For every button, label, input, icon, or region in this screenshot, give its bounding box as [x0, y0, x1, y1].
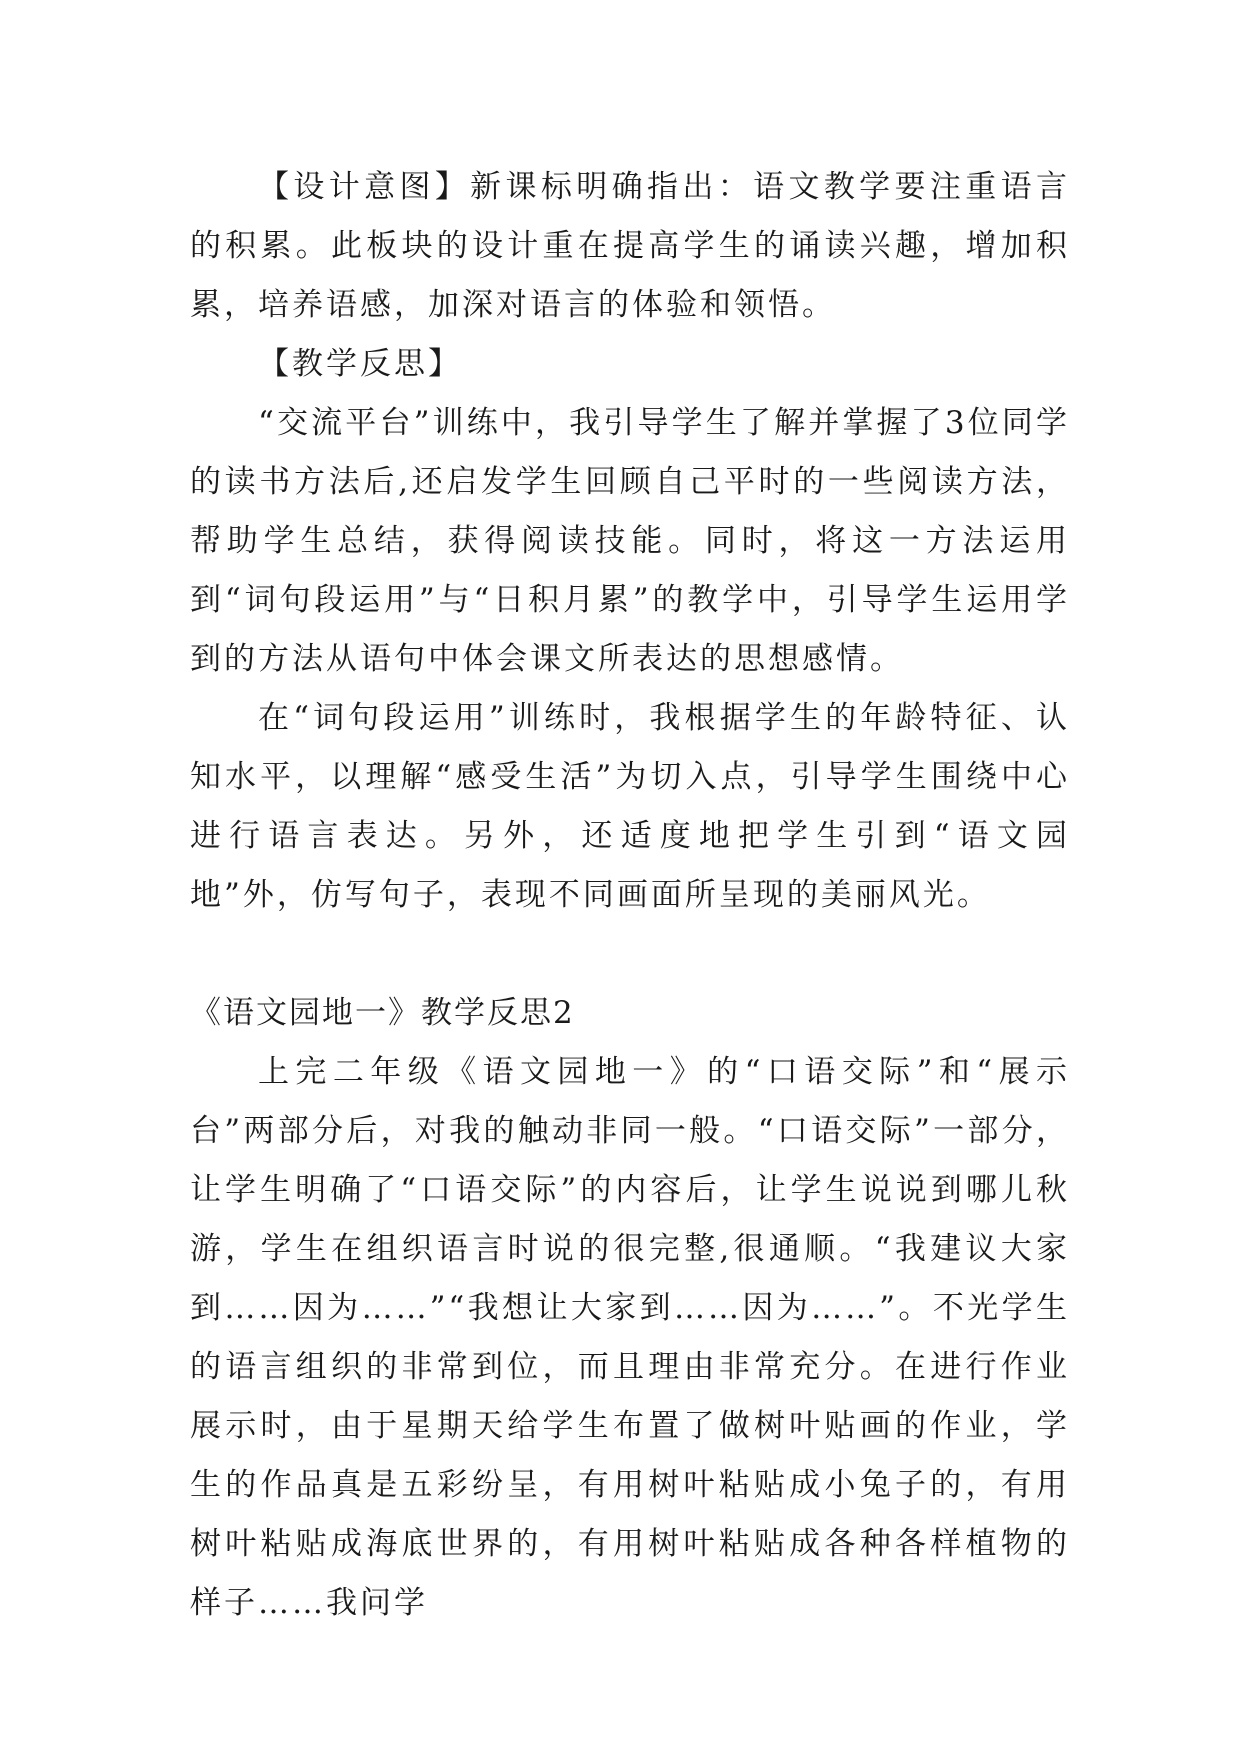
section-spacer [190, 925, 1070, 984]
sentence-practice-paragraph: 在“词句段运用”训练时，我根据学生的年龄特征、认知水平，以理解“感受生活”为切入点，引导学生围绕中心进行语言表达。另外，还适度地把学生引到“语文园地”外，仿写句子，表现不同画面所呈现的美丽风光。 [190, 700, 1070, 913]
section-title: 《语文园地一》教学反思2 [190, 995, 575, 1031]
document-page [190, 158, 1070, 1633]
design-intent-paragraph: 【设计意图】新课标明确指出：语文教学要注重语言的积累。此板块的设计重在提高学生的诵读兴趣，增加积累，培养语感，加深对语言的体验和领悟。 [190, 169, 1070, 323]
section-body-paragraph: 上完二年级《语文园地一》的“口语交际”和“展示台”两部分后，对我的触动非同一般。“口语交际”一部分，让学生明确了“口语交际”的内容后，让学生说说到哪儿秋游，学生在组织语言时说的很完整,很通顺。“我建议大家到……因为……”“我想让大家到……因为……”。不光学生的语言组织的非常到位，而且理由非常充分。在进行作业展示时，由于星期天给学生布置了做树叶贴画的作业，学生的作品真是五彩纷呈，有用树叶粘贴成小兔子的，有用树叶粘贴成海底世界的，有用树叶粘贴成各种各样植物的样子……我问学 [190, 1054, 1070, 1621]
teaching-reflection-heading: 【教学反思】 [258, 346, 462, 382]
exchange-platform-paragraph: “交流平台”训练中，我引导学生了解并掌握了3位同学的读书方法后,还启发学生回顾自己平时的一些阅读方法，帮助学生总结，获得阅读技能。同时，将这一方法运用到“词句段运用”与“日积月累”的教学中，引导学生运用学到的方法从语句中体会课文所表达的思想感情。 [190, 405, 1070, 677]
